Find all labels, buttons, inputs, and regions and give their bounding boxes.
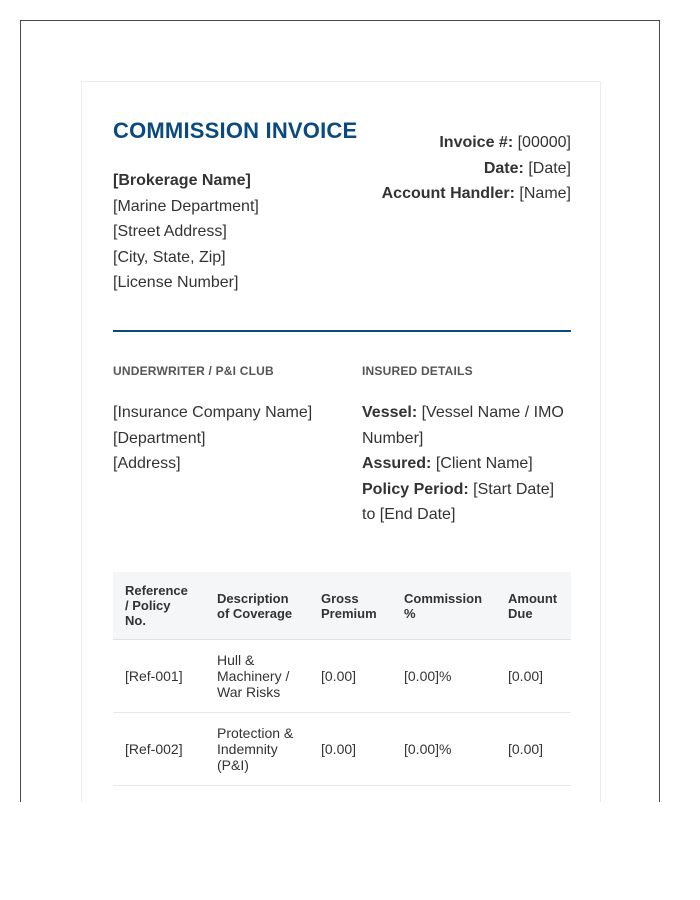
table-header-row [113, 572, 571, 640]
table-row [113, 640, 571, 713]
invoice-number-label: Invoice #: [439, 134, 514, 151]
row-description: Hull & Machinery / War Risks [205, 640, 309, 713]
row-amount-due: [0.00] [496, 713, 571, 786]
invoice-document [81, 81, 601, 802]
invoice-date-line [382, 156, 571, 182]
assured-value: [Client Name] [435, 455, 533, 472]
brokerage-name: [Brokerage Name] [113, 172, 251, 189]
policy-period-label: Policy Period: [362, 480, 469, 498]
column-header-commission: Commission % [392, 572, 496, 640]
brokerage-street: [Street Address] [113, 223, 227, 240]
insured-section [362, 364, 571, 528]
invoice-meta [382, 130, 571, 207]
row-description: Protection & Indemnity (P&I) [205, 713, 309, 786]
row-gross-premium: [0.00] [309, 713, 392, 786]
header-divider [113, 330, 571, 332]
page-frame [20, 20, 660, 802]
policy-period-value: [Start Date] to [End Date] [362, 480, 555, 523]
column-header-gross-premium: Gross Premium [309, 572, 392, 640]
account-handler-line [382, 181, 571, 207]
assured-label: Assured: [362, 455, 432, 472]
row-reference: [Ref-002] [113, 713, 205, 786]
column-header-amount-due: Amount Due [496, 572, 571, 640]
invoice-number-line [382, 130, 571, 156]
table-row [113, 713, 571, 786]
underwriter-section [113, 364, 343, 477]
brokerage-address [113, 168, 259, 296]
underwriter-label: UNDERWRITER / P&I CLUB [113, 364, 274, 378]
invoice-date-label: Date: [483, 159, 524, 177]
brokerage-city: [City, State, Zip] [113, 248, 226, 266]
brokerage-department: [Marine Department] [113, 197, 259, 215]
invoice-number-value: [00000] [517, 134, 571, 151]
row-commission: [0.00]% [392, 713, 496, 786]
assured-line [362, 451, 571, 477]
underwriter-department: [Department] [113, 429, 206, 447]
vessel-label: Vessel: [362, 404, 418, 421]
invoice-title: COMMISSION INVOICE [113, 118, 358, 143]
commission-table [113, 572, 571, 786]
account-handler-value: [Name] [519, 185, 571, 202]
brokerage-license: [License Number] [113, 274, 239, 291]
row-amount-due: [0.00] [496, 640, 571, 713]
row-reference: [Ref-001] [113, 640, 205, 713]
account-handler-label: Account Handler: [381, 185, 515, 202]
vessel-line [362, 400, 571, 451]
row-gross-premium: [0.00] [309, 640, 392, 713]
underwriter-company: [Insurance Company Name] [113, 404, 313, 421]
vessel-value: [Vessel Name / IMO Number] [362, 404, 564, 447]
row-commission: [0.00]% [392, 640, 496, 713]
column-header-reference: Reference / Policy No. [113, 572, 205, 640]
underwriter-address: [Address] [113, 455, 181, 472]
policy-period-line [362, 477, 571, 528]
insured-label: INSURED DETAILS [362, 364, 473, 378]
column-header-description: Description of Coverage [205, 572, 309, 640]
invoice-date-value: [Date] [528, 159, 571, 177]
